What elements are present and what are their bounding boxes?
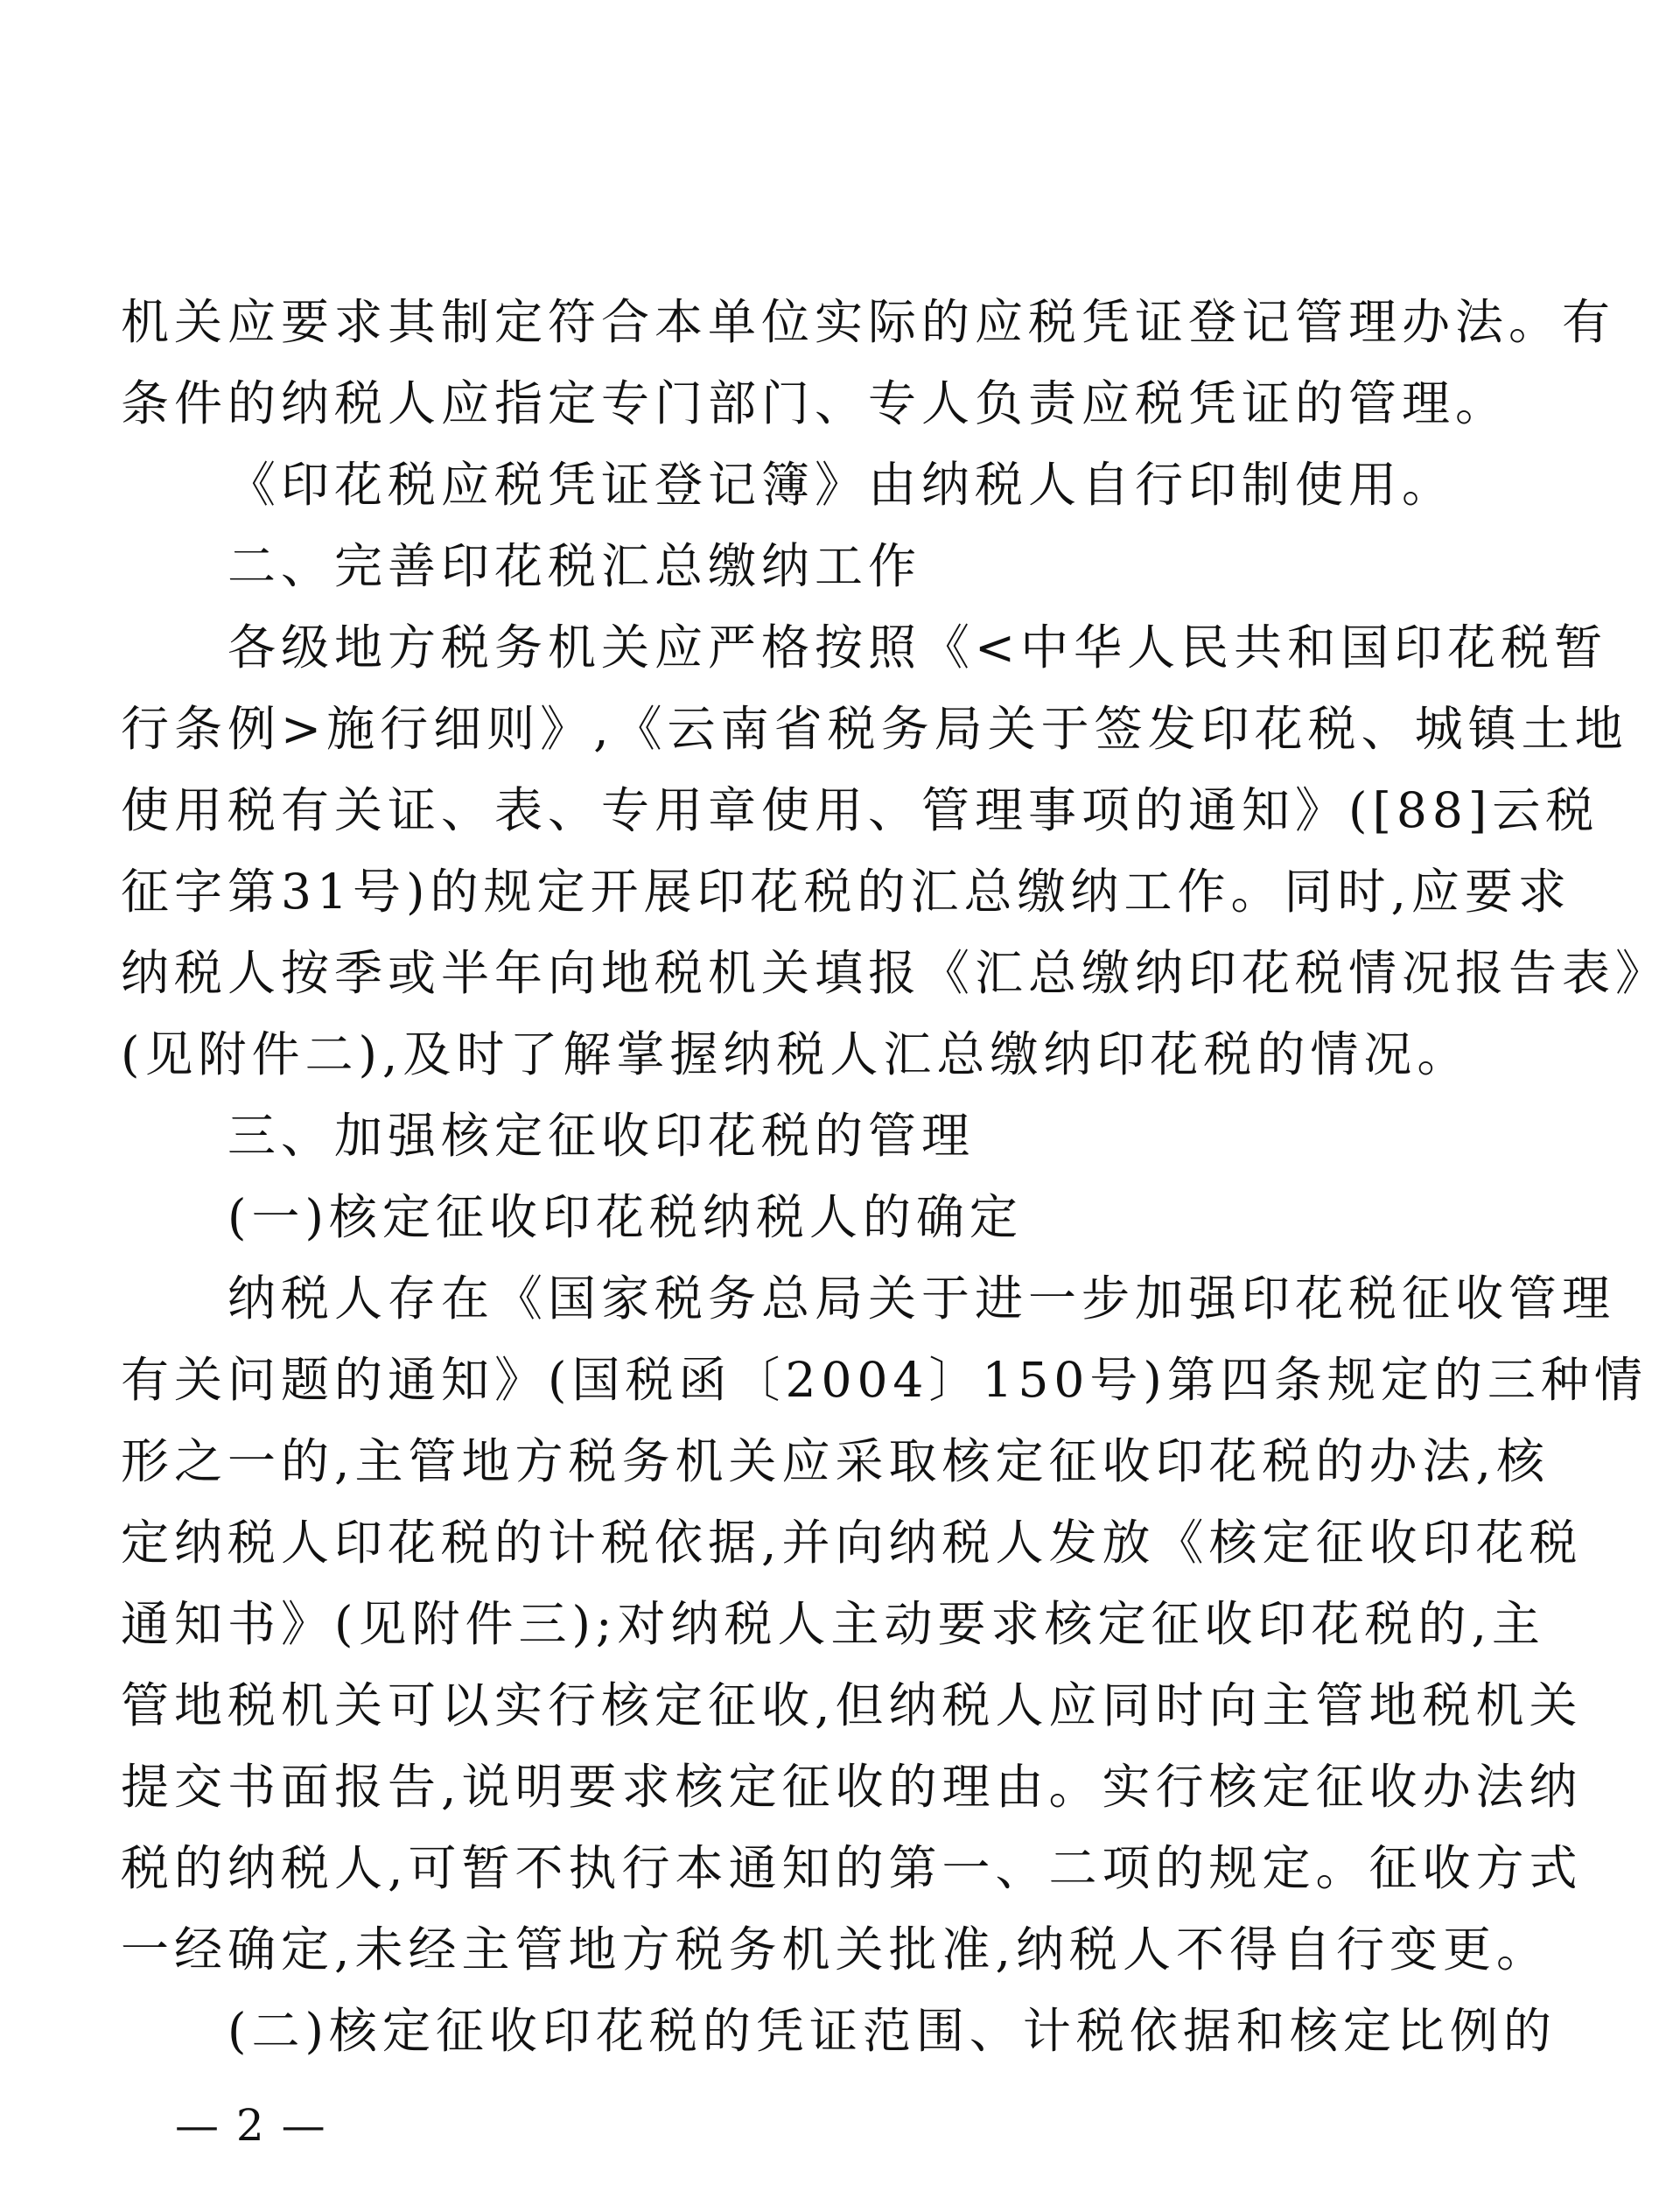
text-line: 提交书面报告,说明要求核定征收的理由。实行核定征收办法纳 [121,1759,1583,1815]
text-line: 使用税有关证、表、专用章使用、管理事项的通知》([88]云税 [121,782,1600,838]
text-line: (见附件二),及时了解掌握纳税人汇总缴纳印花税的情况。 [121,1026,1471,1082]
section-heading: 二、完善印花税汇总缴纳工作 [228,538,922,594]
paragraph-line: 纳税人存在《国家税务总局关于进一步加强印花税征收管理 [228,1270,1616,1326]
body-text [121,282,1670,2072]
text-line: 通知书》(见附件三);对纳税人主动要求核定征收印花税的,主 [121,1596,1545,1652]
page-number: — 2 — [175,2100,327,2151]
subsection-heading: (一)核定征收印花税纳税人的确定 [228,1189,1023,1245]
text-line: 定纳税人印花税的计税依据,并向纳税人发放《核定征收印花税 [121,1515,1583,1571]
paragraph-line: 《印花税应税凭证登记簿》由纳税人自行印制使用。 [228,457,1456,513]
text-line: 管地税机关可以实行核定征收,但纳税人应同时向主管地税机关 [121,1677,1583,1733]
text-line: 条件的纳税人应指定专门部门、专人负责应税凭证的管理。 [121,375,1509,431]
text-line: 形之一的,主管地方税务机关应采取核定征收印花税的办法,核 [121,1433,1550,1489]
paragraph-line: 各级地方税务机关应严格按照《<中华人民共和国印花税暂 [228,620,1608,676]
text-line: 征字第31号)的规定开展印花税的汇总缴纳工作。同时,应要求 [121,864,1572,920]
text-line: 行条例>施行细则》,《云南省税务局关于签发印花税、城镇土地 [121,701,1628,757]
text-line: 机关应要求其制定符合本单位实际的应税凭证登记管理办法。有 [121,294,1616,350]
text-line: 有关问题的通知》(国税函〔2004〕150号)第四条规定的三种情 [121,1352,1648,1408]
section-heading: 三、加强核定征收印花税的管理 [228,1108,976,1164]
text-line: 纳税人按季或半年向地税机关填报《汇总缴纳印花税情况报告表》 [121,945,1670,1001]
subsection-heading: (二)核定征收印花税的凭证范围、计税依据和核定比例的 [228,2003,1557,2059]
text-line: 一经确定,未经主管地方税务机关批准,纳税人不得自行变更。 [121,1922,1550,1978]
text-line: 税的纳税人,可暂不执行本通知的第一、二项的规定。征收方式 [121,1840,1583,1896]
